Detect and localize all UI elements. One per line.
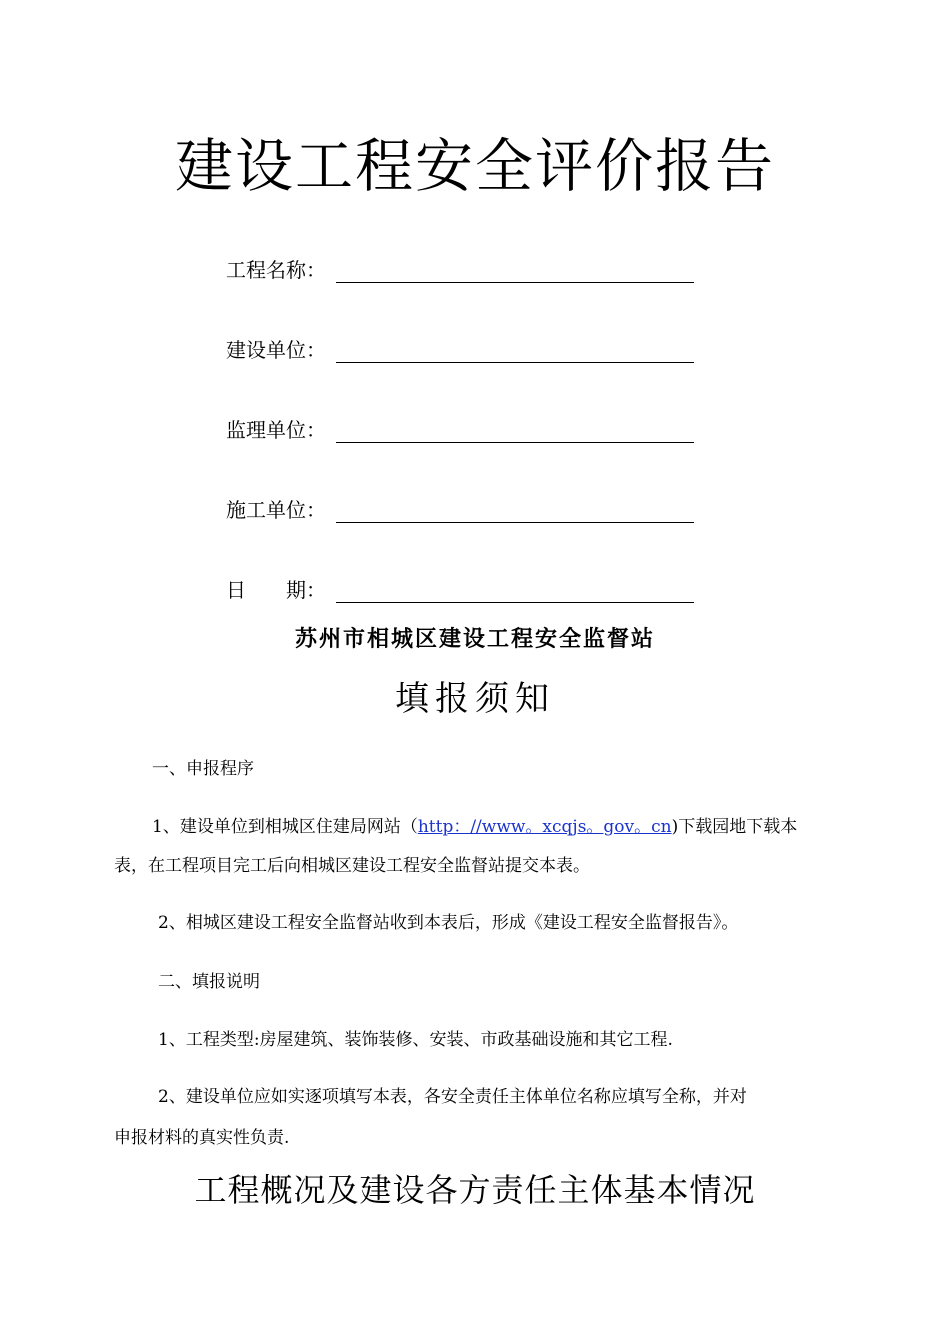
construction-unit-field[interactable] (226, 336, 706, 366)
construction-unit-label: 建设单位： (226, 338, 326, 362)
supervision-unit-label: 监理单位： (226, 418, 326, 442)
project-name-field[interactable] (226, 256, 706, 286)
note2-line1: 2、建设单位应如实逐项填写本表，各安全责任主体单位名称应填写全称，并对 (158, 1087, 747, 1107)
notice-title: 填报须知 (395, 679, 555, 719)
contractor-unit-field[interactable] (226, 496, 706, 526)
item1-suffix: )下载园地下载本 (671, 817, 798, 837)
date-field[interactable] (226, 576, 706, 606)
project-name-line[interactable] (336, 282, 694, 283)
item1-line1 (152, 808, 797, 846)
item2: 2、相城区建设工程安全监督站收到本表后，形成《建设工程安全监督报告》。 (158, 913, 739, 933)
supervision-unit-field[interactable] (226, 416, 706, 446)
section1-heading: 一、申报程序 (152, 759, 254, 779)
contractor-unit-line[interactable] (336, 522, 694, 523)
section2-heading: 二、填报说明 (158, 972, 260, 992)
section-title: 工程概况及建设各方责任主体基本情况 (194, 1171, 756, 1209)
supervision-unit-line[interactable] (336, 442, 694, 443)
organization-name: 苏州市相城区建设工程安全监督站 (294, 626, 655, 652)
note2-line2: 申报材料的真实性负责. (114, 1128, 290, 1148)
date-label: 日 期： (226, 578, 326, 602)
contractor-unit-label: 施工单位： (226, 498, 326, 522)
report-title: 建设工程安全评价报告 (174, 132, 775, 200)
note1: 1、工程类型:房屋建筑、装饰装修、安装、市政基础设施和其它工程. (158, 1030, 673, 1050)
date-line[interactable] (336, 602, 694, 603)
construction-unit-line[interactable] (336, 362, 694, 363)
website-link[interactable]: http：//www。xcqjs。gov。cn (417, 817, 672, 837)
item1-prefix: 1、建设单位到相城区住建局网站（ (152, 817, 418, 837)
project-name-label: 工程名称： (226, 258, 326, 282)
item1-line2: 表，在工程项目完工后向相城区建设工程安全监督站提交本表。 (114, 856, 590, 876)
